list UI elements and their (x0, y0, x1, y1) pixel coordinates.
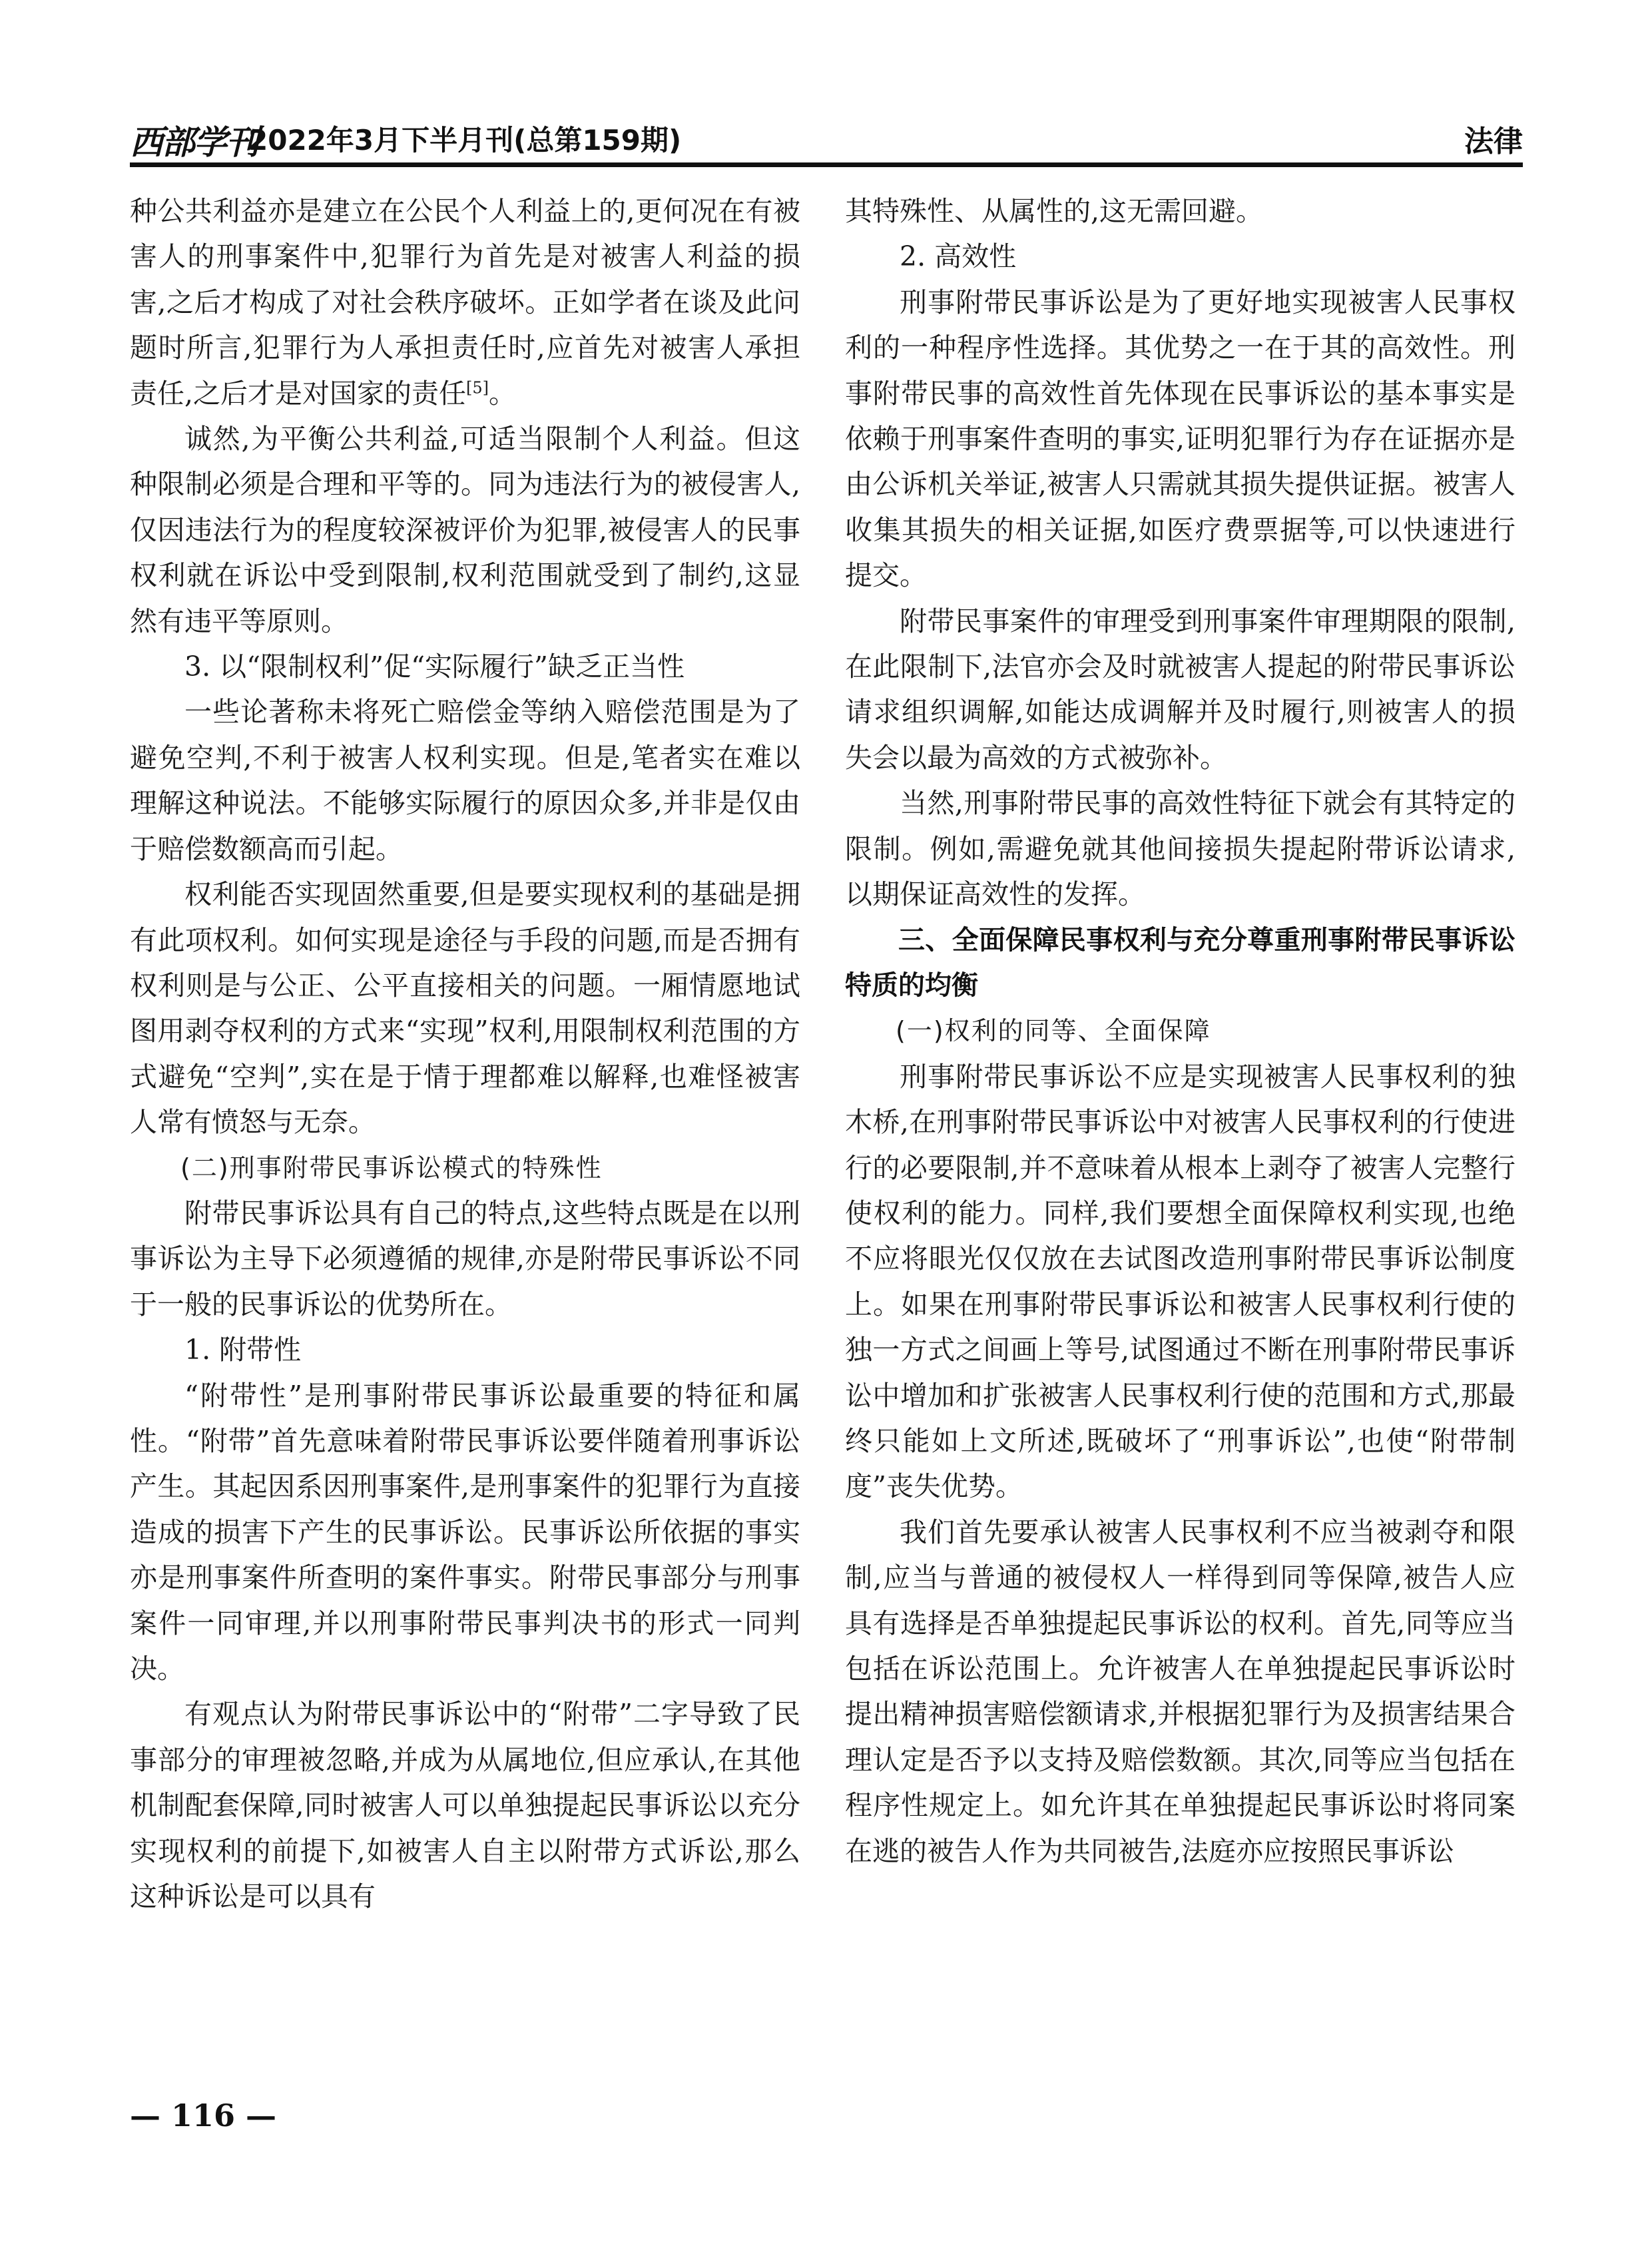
subheading: 3. 以“限制权利”促“实际履行”缺乏正当性 (184, 651, 685, 683)
paragraph: 其特殊性、从属性的,这无需回避。 (845, 195, 1264, 227)
paragraph: 诚然,为平衡公共利益,可适当限制个人利益。但这种限制必须是合理和平等的。同为违法行为的被侵害人,仅因违法行为的程度较深被评价为犯罪,被侵害人的民事权利就在诉讼中受到限制,权利范围就受到了制约,这显然有违平等原则。 (130, 423, 800, 637)
issue-info: 2022年3月下半月刊(总第159期) (248, 124, 682, 156)
paragraph: “附带性”是刑事附带民事诉讼最重要的特征和属性。“附带”首先意味着附带民事诉讼要伴随着刑事诉讼产生。其起因系因刑事案件,是刑事案件的犯罪行为直接造成的损害下产生的民事诉讼。民事诉讼所依据的事实亦是刑事案件所查明的案件事实。附带民事部分与刑事案件一同审理,并以刑事附带民事判决书的形式一同判决。 (130, 1379, 800, 1685)
right-column (845, 188, 1515, 1874)
paragraph: 权利能否实现固然重要,但是要实现权利的基础是拥有此项权利。如何实现是途径与手段的问题,而是否拥有权利则是与公正、公平直接相关的问题。一厢情愿地试图用剥夺权利的方式来“实现”权利,用限制权利范围的方式避免“空判”,实在是于情于理都难以解释,也难怪被害人常有愤怒与无奈。 (130, 878, 800, 1139)
subheading: 2. 高效性 (900, 240, 1017, 273)
page-header (130, 112, 1523, 160)
paragraph: 刑事附带民事诉讼不应是实现被害人民事权利的独木桥,在刑事附带民事诉讼中对被害人民事权利的行使进行的必要限制,并不意味着从根本上剥夺了被害人完整行使权利的能力。同样,我们要想全面保障权利实现,也绝不应将眼光仅仅放在去试图改造刑事附带民事诉讼制度上。如果在刑事附带民事诉讼和被害人民事权利行使的独一方式之间画上等号,试图通过不断在刑事附带民事诉讼中增加和扩张被害人民事权利行使的范围和方式,那最终只能如上文所述,既破坏了“刑事诉讼”,也使“附带制度”丧失优势。 (845, 1060, 1515, 1503)
paragraph: 我们首先要承认被害人民事权利不应当被剥夺和限制,应当与普通的被侵权人一样得到同等保障,被告人应具有选择是否单独提起民事诉讼的权利。首先,同等应当包括在诉讼范围上。允许被害人在单独提起民事诉讼时提出精神损害赔偿额请求,并根据犯罪行为及损害结果合理认定是否予以支持及赔偿数额。其次,同等应当包括在程序性规定上。如允许其在单独提起民事诉讼时将同案在逃的被告人作为共同被告,法庭亦应按照民事诉讼 (845, 1516, 1515, 1867)
journal-logo: 西部学刊 (130, 123, 258, 162)
citation-ref: [5] (466, 378, 489, 397)
paragraph: 有观点认为附带民事诉讼中的“附带”二字导致了民事部分的审理被忽略,并成为从属地位,但应承认,在其他机制配套保障,同时被害人可以单独提起民事诉讼以充分实现权利的前提下,如被害人自主以附带方式诉讼,那么这种诉讼是可以具有 (130, 1698, 800, 1913)
paragraph: 附带民事诉讼具有自己的特点,这些特点既是在以刑事诉讼为主导下必须遵循的规律,亦是附带民事诉讼不同于一般的民事诉讼的优势所在。 (130, 1197, 800, 1320)
paragraph: 当然,刑事附带民事的高效性特征下就会有其特定的限制。例如,需避免就其他间接损失提起附带诉讼请求,以期保证高效性的发挥。 (845, 787, 1515, 911)
section-subheading: (二)刑事附带民事诉讼模式的特殊性 (180, 1153, 603, 1183)
paragraph: 刑事附带民事诉讼是为了更好地实现被害人民事权利的一种程序性选择。其优势之一在于其的高效性。刑事附带民事的高效性首先体现在民事诉讼的基本事实是依赖于刑事案件查明的事实,证明犯罪行为存在证据亦是由公诉机关举证,被害人只需就其损失提供证据。被害人收集其损失的相关证据,如医疗费票据等,可以快速进行提交。 (845, 286, 1515, 592)
page-number: — 116 — (130, 2098, 277, 2133)
paragraph: 种公共利益亦是建立在公民个人利益上的,更何况在有被害人的刑事案件中,犯罪行为首先是对被害人利益的损害,之后才构成了对社会秩序破坏。正如学者在谈及此问题时所言,犯罪行为人承担责任时,应首先对被害人承担责任,之后才是对国家的责任[5]。 (130, 195, 800, 410)
left-column (130, 188, 800, 1919)
paragraph: 一些论著称未将死亡赔偿金等纳入赔偿范围是为了避免空判,不利于被害人权利实现。但是,笔者实在难以理解这种说法。不能够实际履行的原因众多,并非是仅由于赔偿数额高而引起。 (130, 696, 800, 865)
header-rule (130, 162, 1523, 167)
section-heading: 三、全面保障民事权利与充分尊重刑事附带民事诉讼特质的均衡 (845, 924, 1515, 1001)
paragraph: 附带民事案件的审理受到刑事案件审理期限的限制,在此限制下,法官亦会及时就被害人提起的附带民事诉讼请求组织调解,如能达成调解并及时履行,则被害人的损失会以最为高效的方式被弥补。 (845, 605, 1515, 774)
subheading: 1. 附带性 (184, 1334, 302, 1366)
section-subheading: (一)权利的同等、全面保障 (896, 1016, 1211, 1046)
section-label: 法律 (1464, 125, 1523, 158)
